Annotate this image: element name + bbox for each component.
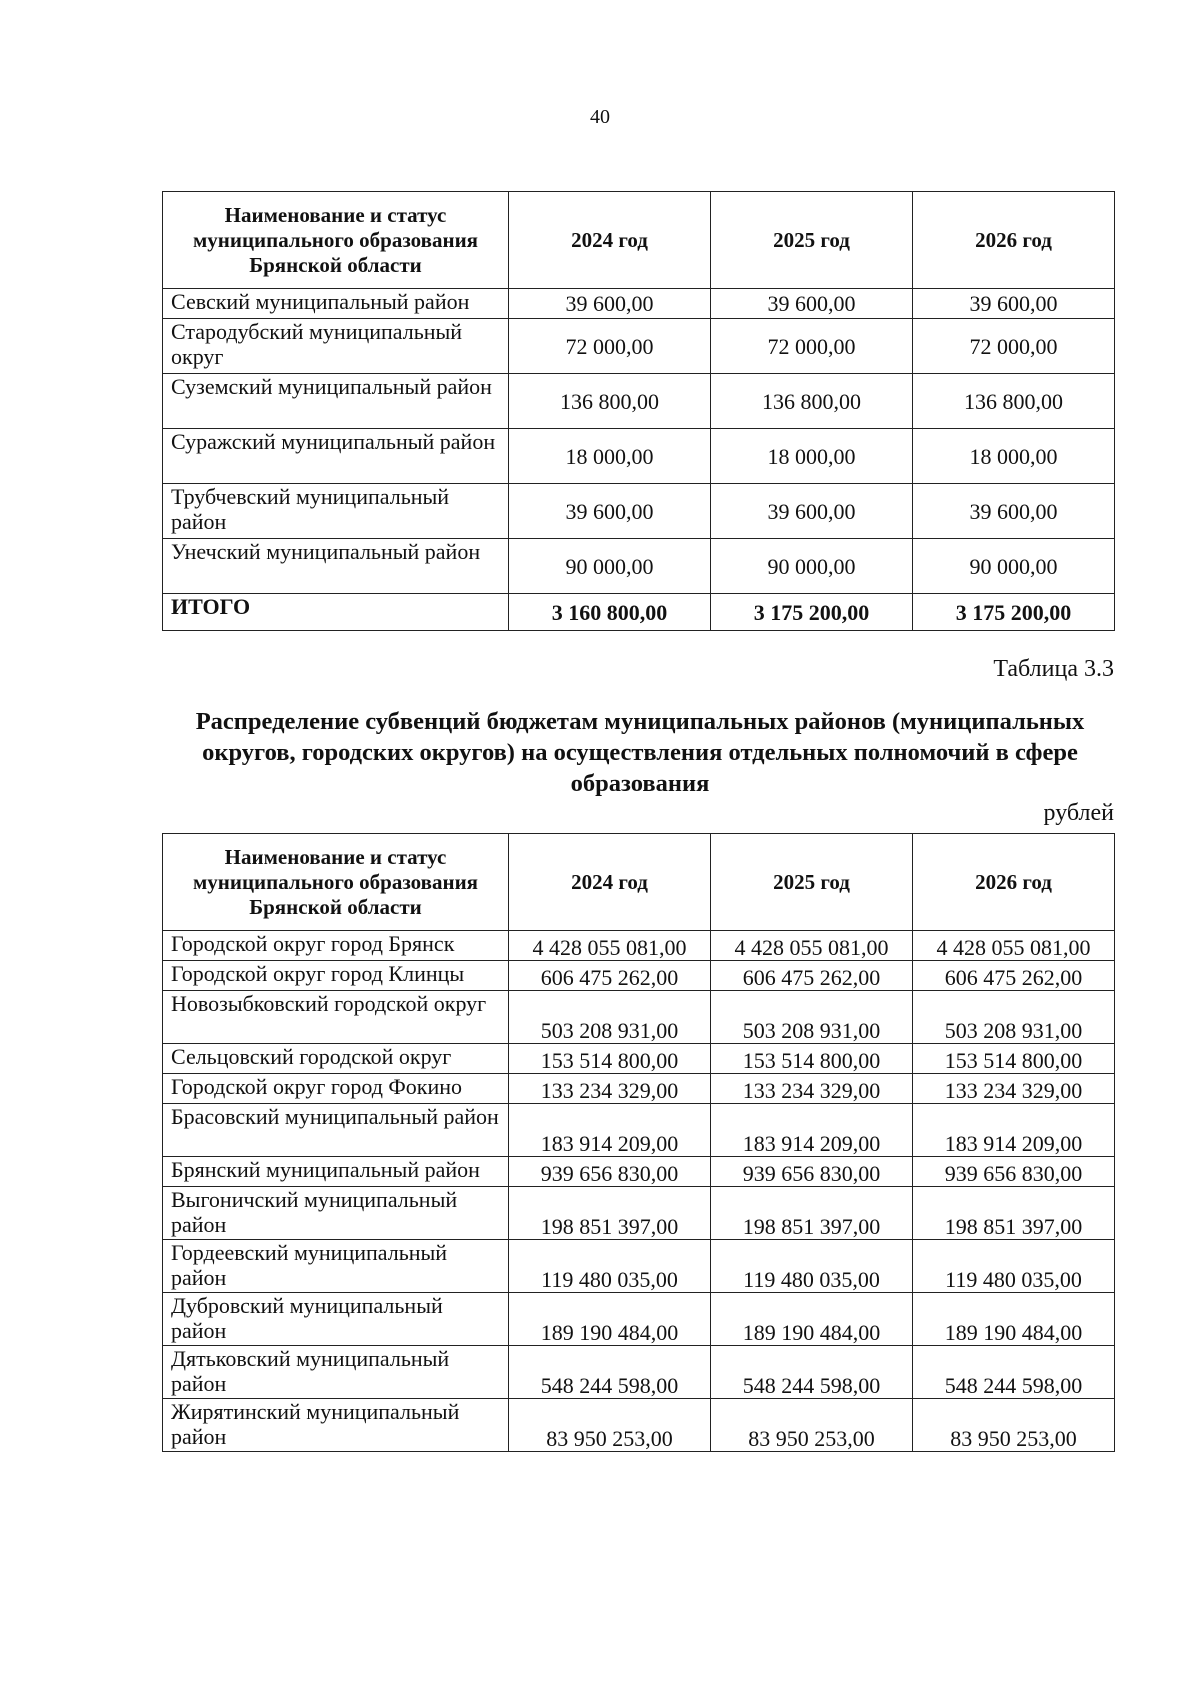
value-2024: 606 475 262,00 bbox=[509, 961, 711, 991]
municipality-name: Дятьковский муниципальный район bbox=[163, 1346, 509, 1399]
total-2025: 3 175 200,00 bbox=[711, 594, 913, 631]
value-2026: 606 475 262,00 bbox=[913, 961, 1115, 991]
value-2025: 189 190 484,00 bbox=[711, 1293, 913, 1346]
municipality-name: Сельцовский городской округ bbox=[163, 1044, 509, 1074]
value-2024: 4 428 055 081,00 bbox=[509, 931, 711, 961]
value-2026: 39 600,00 bbox=[913, 289, 1115, 319]
column-header-2025: 2025 год bbox=[711, 834, 913, 931]
table-row bbox=[163, 961, 1115, 991]
value-2025: 503 208 931,00 bbox=[711, 991, 913, 1044]
table-row bbox=[163, 1157, 1115, 1187]
value-2025: 72 000,00 bbox=[711, 319, 913, 374]
value-2024: 39 600,00 bbox=[509, 484, 711, 539]
value-2024: 189 190 484,00 bbox=[509, 1293, 711, 1346]
value-2025: 606 475 262,00 bbox=[711, 961, 913, 991]
value-2025: 119 480 035,00 bbox=[711, 1240, 913, 1293]
table-row bbox=[163, 1074, 1115, 1104]
value-2025: 939 656 830,00 bbox=[711, 1157, 913, 1187]
table-row bbox=[163, 1293, 1115, 1346]
value-2025: 183 914 209,00 bbox=[711, 1104, 913, 1157]
value-2024: 198 851 397,00 bbox=[509, 1187, 711, 1240]
municipality-name: Городской округ город Брянск bbox=[163, 931, 509, 961]
value-2026: 18 000,00 bbox=[913, 429, 1115, 484]
column-header-2024: 2024 год bbox=[509, 192, 711, 289]
value-2025: 83 950 253,00 bbox=[711, 1399, 913, 1452]
value-2026: 133 234 329,00 bbox=[913, 1074, 1115, 1104]
total-row bbox=[163, 594, 1115, 631]
column-header-2026: 2026 год bbox=[913, 834, 1115, 931]
table-row bbox=[163, 1104, 1115, 1157]
column-header-2024: 2024 год bbox=[509, 834, 711, 931]
column-header-2026: 2026 год bbox=[913, 192, 1115, 289]
value-2025: 153 514 800,00 bbox=[711, 1044, 913, 1074]
municipality-name: Стародубский муниципальный округ bbox=[163, 319, 509, 374]
value-2024: 939 656 830,00 bbox=[509, 1157, 711, 1187]
municipality-name: Суражский муниципальный район bbox=[163, 429, 509, 484]
value-2025: 39 600,00 bbox=[711, 289, 913, 319]
table-row bbox=[163, 1187, 1115, 1240]
value-2025: 90 000,00 bbox=[711, 539, 913, 594]
value-2024: 548 244 598,00 bbox=[509, 1346, 711, 1399]
value-2024: 136 800,00 bbox=[509, 374, 711, 429]
table-row bbox=[163, 319, 1115, 374]
table-title: Распределение субвенций бюджетам муниципальных районов (муниципальных округов, городских округов) на осуществления отдельных полномочий в сфере образования bbox=[195, 708, 1085, 797]
value-2024: 39 600,00 bbox=[509, 289, 711, 319]
value-2026: 4 428 055 081,00 bbox=[913, 931, 1115, 961]
total-2026: 3 175 200,00 bbox=[913, 594, 1115, 631]
table-row bbox=[163, 1346, 1115, 1399]
page-number: 40 bbox=[590, 106, 610, 128]
value-2025: 548 244 598,00 bbox=[711, 1346, 913, 1399]
value-2026: 90 000,00 bbox=[913, 539, 1115, 594]
municipality-name: Городской округ город Фокино bbox=[163, 1074, 509, 1104]
value-2024: 72 000,00 bbox=[509, 319, 711, 374]
value-2024: 153 514 800,00 bbox=[509, 1044, 711, 1074]
value-2026: 136 800,00 bbox=[913, 374, 1115, 429]
table-row bbox=[163, 374, 1115, 429]
table-row bbox=[163, 1240, 1115, 1293]
municipality-name: Суземский муниципальный район bbox=[163, 374, 509, 429]
value-2024: 90 000,00 bbox=[509, 539, 711, 594]
table-row bbox=[163, 429, 1115, 484]
value-2026: 548 244 598,00 bbox=[913, 1346, 1115, 1399]
total-2024: 3 160 800,00 bbox=[509, 594, 711, 631]
value-2025: 4 428 055 081,00 bbox=[711, 931, 913, 961]
value-2025: 136 800,00 bbox=[711, 374, 913, 429]
value-2026: 189 190 484,00 bbox=[913, 1293, 1115, 1346]
table-header-row bbox=[163, 192, 1115, 289]
value-2025: 198 851 397,00 bbox=[711, 1187, 913, 1240]
municipality-name: Городской округ город Клинцы bbox=[163, 961, 509, 991]
table-row bbox=[163, 991, 1115, 1044]
education-subsidy-table bbox=[162, 833, 1115, 1452]
value-2025: 39 600,00 bbox=[711, 484, 913, 539]
column-header-name: Наименование и статус муниципального образования Брянской области bbox=[163, 834, 509, 931]
value-2026: 72 000,00 bbox=[913, 319, 1115, 374]
table-row bbox=[163, 289, 1115, 319]
municipality-name: Трубчевский муниципальный район bbox=[163, 484, 509, 539]
value-2026: 183 914 209,00 bbox=[913, 1104, 1115, 1157]
column-header-2025: 2025 год bbox=[711, 192, 913, 289]
municipality-name: Унечский муниципальный район bbox=[163, 539, 509, 594]
value-2026: 119 480 035,00 bbox=[913, 1240, 1115, 1293]
value-2026: 39 600,00 bbox=[913, 484, 1115, 539]
municipality-name: Дубровский муниципальный район bbox=[163, 1293, 509, 1346]
table-header-row bbox=[163, 834, 1115, 931]
municipality-name: Выгоничский муниципальный район bbox=[163, 1187, 509, 1240]
table-row bbox=[163, 539, 1115, 594]
value-2025: 133 234 329,00 bbox=[711, 1074, 913, 1104]
table-row bbox=[163, 484, 1115, 539]
table-row bbox=[163, 1399, 1115, 1452]
municipality-name: Жирятинский муниципальный район bbox=[163, 1399, 509, 1452]
value-2026: 153 514 800,00 bbox=[913, 1044, 1115, 1074]
total-label: ИТОГО bbox=[163, 594, 509, 631]
municipality-name: Брянский муниципальный район bbox=[163, 1157, 509, 1187]
municipality-name: Брасовский муниципальный район bbox=[163, 1104, 509, 1157]
value-2026: 503 208 931,00 bbox=[913, 991, 1115, 1044]
value-2024: 83 950 253,00 bbox=[509, 1399, 711, 1452]
column-header-name: Наименование и статус муниципального образования Брянской области bbox=[163, 192, 509, 289]
municipality-name: Гордеевский муниципальный район bbox=[163, 1240, 509, 1293]
value-2026: 939 656 830,00 bbox=[913, 1157, 1115, 1187]
table-row bbox=[163, 1044, 1115, 1074]
value-2025: 18 000,00 bbox=[711, 429, 913, 484]
value-2024: 119 480 035,00 bbox=[509, 1240, 711, 1293]
units-label: рублей bbox=[1043, 800, 1114, 826]
subsidy-table-continued bbox=[162, 191, 1115, 631]
value-2024: 133 234 329,00 bbox=[509, 1074, 711, 1104]
value-2026: 83 950 253,00 bbox=[913, 1399, 1115, 1452]
value-2024: 503 208 931,00 bbox=[509, 991, 711, 1044]
value-2024: 183 914 209,00 bbox=[509, 1104, 711, 1157]
table-caption: Таблица 3.3 bbox=[993, 656, 1114, 682]
value-2026: 198 851 397,00 bbox=[913, 1187, 1115, 1240]
municipality-name: Новозыбковский городской округ bbox=[163, 991, 509, 1044]
table-row bbox=[163, 931, 1115, 961]
municipality-name: Севский муниципальный район bbox=[163, 289, 509, 319]
value-2024: 18 000,00 bbox=[509, 429, 711, 484]
